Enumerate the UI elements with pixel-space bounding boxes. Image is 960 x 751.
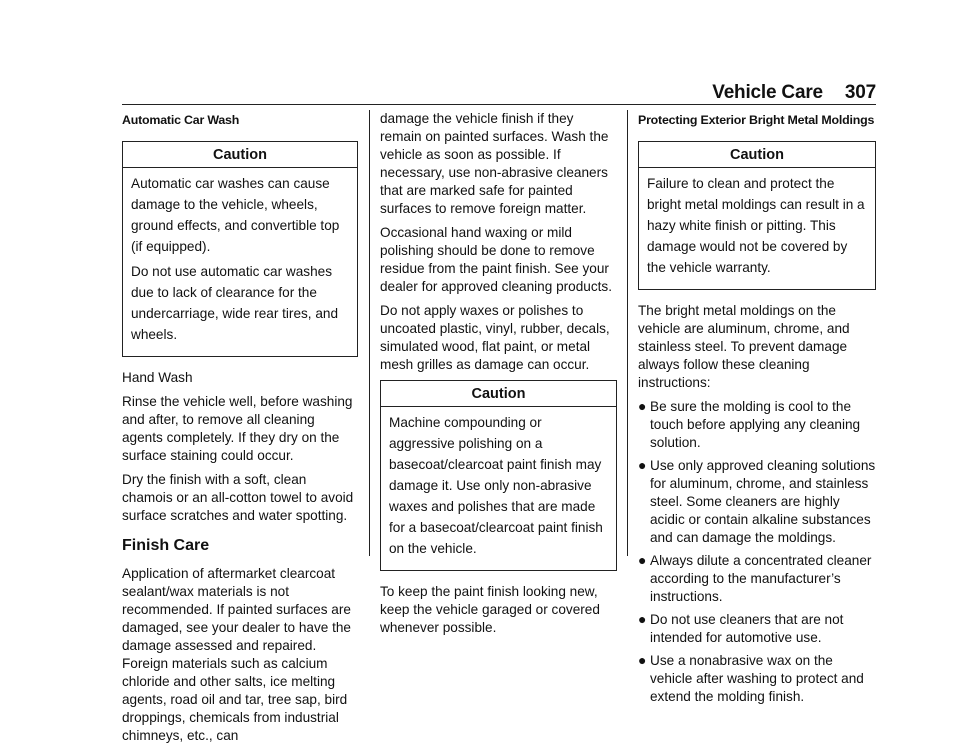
body-paragraph: Do not apply waxes or polishes to uncoated plastic, vinyl, rubber, decals, simulated wood, flat paint, or metal mesh grilles as damage can occur. bbox=[380, 303, 610, 372]
caution-paragraph: Automatic car washes can cause damage to the vehicle, wheels, ground effects, and convertible top (if equipped). bbox=[131, 176, 340, 254]
caution-box-polishing bbox=[380, 380, 617, 571]
caution-paragraph: Failure to clean and protect the bright metal moldings can result in a hazy white finish or pitting. This damage would not be covered by the vehicle warranty. bbox=[647, 176, 865, 275]
finish-care-heading: Finish Care bbox=[122, 537, 210, 554]
page-header bbox=[712, 82, 876, 104]
caution-box-car-wash bbox=[122, 141, 358, 357]
body-paragraph: Dry the finish with a soft, clean chamois or an all-cotton towel to avoid surface scratches and water spotting. bbox=[122, 472, 354, 523]
bullet-icon: ● bbox=[638, 652, 647, 668]
cleaning-instructions-list bbox=[638, 398, 876, 706]
caution-paragraph: Machine compounding or aggressive polishing on a basecoat/clearcoat paint finish may damage it. Use only non-abrasive waxes and polishes that are made for a basecoat/clearcoat paint finish on the vehicle. bbox=[389, 415, 603, 556]
list-item bbox=[638, 457, 876, 547]
bullet-icon: ● bbox=[638, 611, 647, 627]
column-divider-left bbox=[369, 110, 370, 556]
body-paragraph: The bright metal moldings on the vehicle are aluminum, chrome, and stainless steel. To prevent damage always follow these cleaning instructions: bbox=[638, 303, 850, 390]
caution-title: Caution bbox=[639, 144, 875, 168]
list-item-text: Always dilute a concentrated cleaner according to the manufacturer’s instructions. bbox=[650, 553, 872, 604]
caution-paragraph: Do not use automatic car washes due to lack of clearance for the undercarriage, wide rear tires, and wheels. bbox=[131, 264, 339, 342]
caution-title: Caution bbox=[381, 383, 616, 407]
list-item-text: Do not use cleaners that are not intended for automotive use. bbox=[650, 612, 844, 645]
column-3 bbox=[638, 110, 876, 711]
caution-title: Caution bbox=[123, 144, 357, 168]
caution-box-moldings bbox=[638, 141, 876, 290]
bullet-icon: ● bbox=[638, 398, 647, 414]
list-item-text: Use a nonabrasive wax on the vehicle after washing to protect and extend the molding finish. bbox=[650, 653, 864, 704]
header-rule bbox=[122, 104, 876, 105]
automatic-car-wash-heading: Automatic Car Wash bbox=[122, 113, 240, 127]
list-item bbox=[638, 652, 876, 706]
bullet-icon: ● bbox=[638, 457, 647, 473]
list-item bbox=[638, 398, 876, 452]
hand-wash-heading: Hand Wash bbox=[122, 370, 193, 385]
page-number: 307 bbox=[844, 82, 876, 103]
column-divider-right bbox=[627, 110, 628, 556]
bullet-icon: ● bbox=[638, 552, 647, 568]
body-paragraph: Application of aftermarket clearcoat sealant/wax materials is not recommended. If painted surfaces are damaged, see your dealer to have the damage assessed and repaired. Foreign materials such as calcium chloride and other salts, ice melting agents, road oil and tar, tree sap, bird droppings, chemicals from industrial chimneys, etc., can bbox=[122, 566, 351, 743]
body-paragraph: Rinse the vehicle well, before washing and after, to remove all cleaning agents completely. If they dry on the surface staining could occur. bbox=[122, 394, 353, 463]
body-paragraph: Occasional hand waxing or mild polishing should be done to remove residue from the paint finish. See your dealer for approved cleaning products. bbox=[380, 225, 612, 294]
column-1 bbox=[122, 110, 358, 751]
body-paragraph: To keep the paint finish looking new, keep the vehicle garaged or covered whenever possible. bbox=[380, 584, 600, 635]
list-item bbox=[638, 611, 876, 647]
list-item-text: Be sure the molding is cool to the touch before applying any cleaning solution. bbox=[650, 399, 861, 450]
body-paragraph: damage the vehicle finish if they remain on painted surfaces. Wash the vehicle as soon as possible. If necessary, use non-abrasive cleaners that are marked safe for painted surfaces to remove foreign matter. bbox=[380, 111, 609, 216]
column-2 bbox=[380, 110, 617, 643]
list-item-text: Use only approved cleaning solutions for aluminum, chrome, and stainless steel. Some cleaners are highly acidic or contain alkaline substances and can damage the moldings. bbox=[650, 458, 876, 545]
section-title: Vehicle Care bbox=[712, 82, 823, 103]
list-item bbox=[638, 552, 876, 606]
bright-metal-moldings-heading: Protecting Exterior Bright Metal Moldings bbox=[638, 113, 875, 127]
